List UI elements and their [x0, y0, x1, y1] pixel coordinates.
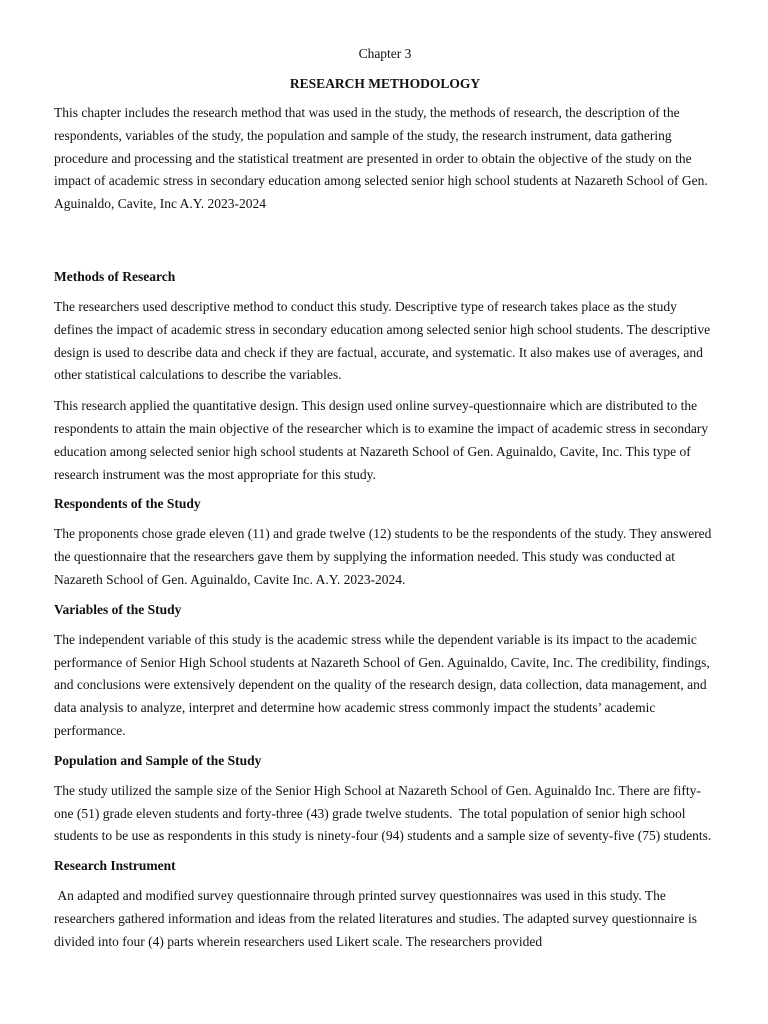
spacer [54, 224, 716, 267]
paragraph: The independent variable of this study is the academic stress while the dependent variable is its impact to the academic performance of Senior High School students at Nazareth School of Gen. Aguinaldo, Cavite, Inc. The credibility, findings, and conclusions were extensively dependent on the quality of the research design, data collection, data management, and data analysis to analyze, interpret and determine how academic stress commonly impact the students’ academic performance. [54, 631, 714, 738]
section-heading: Variables of the Study [54, 601, 182, 617]
paragraph: This research applied the quantitative design. This design used online survey-questionnaire which are distributed to the respondents to attain the main objective of the researcher which is to examine the impact of academic stress in secondary education among selected senior high school students at Nazareth School of Gen. Aguinaldo, Cavite, Inc. This type of research instrument was the most appropriate for this study. [54, 398, 712, 482]
intro-paragraph: This chapter includes the research method that was used in the study, the methods of research, the description of the respondents, variables of the study, the population and sample of the study, the research instrument, data gathering procedure and processing and the statistical treatment are presented in order to obtain the objective of the study on the impact of academic stress in secondary education among selected senior high school students at Nazareth School of Gen. Aguinaldo, Cavite, Inc A.Y. 2023-2024 [54, 105, 711, 212]
chapter-label: Chapter 3 [358, 46, 412, 61]
section-heading: Respondents of the Study [54, 496, 201, 512]
paragraph: An adapted and modified survey questionnaire through printed survey questionnaires was used in this study. The researchers gathered information and ideas from the related literatures and studies. The adapted survey questionnaire is divided into four (4) parts wherein researchers used Likert scale. The researchers provided [54, 888, 701, 949]
section-heading: Methods of Research [54, 268, 176, 284]
paragraph: The researchers used descriptive method to conduct this study. Descriptive type of research takes place as the study defines the impact of academic stress in secondary education among selected senior high school students. The descriptive design is used to describe data and check if they are factual, accurate, and systematic. It also makes use of averages, and other statistical calculations to describe the variables. [54, 298, 714, 383]
section-variables [54, 600, 716, 743]
section-research-instrument [54, 856, 716, 953]
section-heading: Population and Sample of the Study [54, 752, 262, 768]
paragraph: The study utilized the sample size of the Senior High School at Nazareth School of Gen. Aguinaldo Inc. There are fifty-one (51) grade eleven students and forty-three (43) grade twelve students. The total population of senior high school students to be use as respondents in this study is ninety-four (94) students and a sample size of seventy-five (75) students. [54, 782, 712, 844]
paragraph: The proponents chose grade eleven (11) and grade twelve (12) students to be the respondents of the study. They answered the questionnaire that the researchers gave them by supplying the information needed. This study was conducted at Nazareth School of Gen. Aguinaldo, Cavite Inc. A.Y. 2023-2024. [54, 526, 715, 587]
document-page [54, 44, 716, 962]
section-respondents [54, 494, 716, 591]
section-heading: Research Instrument [54, 858, 176, 874]
document-title: RESEARCH METHODOLOGY [289, 76, 481, 91]
section-population-and-sample [54, 751, 716, 848]
section-methods-of-research [54, 267, 716, 486]
